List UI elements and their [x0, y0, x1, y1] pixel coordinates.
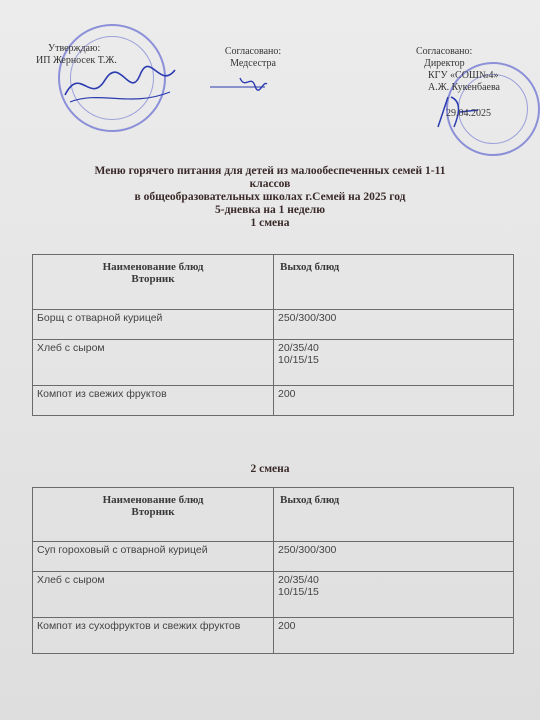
header-day-label: Вторник: [131, 273, 175, 285]
header-dish-label: Наименование блюд: [102, 494, 204, 506]
signature-nurse: [205, 72, 285, 94]
approver-name: ИП Жерносек Т.Ж.: [36, 55, 117, 66]
director-org: КГУ «СОШ№4»: [428, 70, 499, 81]
dish-name: Компот из свежих фруктов: [33, 386, 274, 416]
dish-yield: 250/300/300: [274, 310, 514, 340]
dish-yield: 20/35/40 10/15/15: [274, 340, 514, 386]
menu-title: [30, 165, 510, 230]
dish-name: Хлеб с сыром: [33, 340, 274, 386]
signature-approver: [60, 60, 180, 110]
title-line-3: в общеобразовательных школах г.Семей на 2025 год: [134, 191, 406, 203]
director-name: А.Ж. Кукенбаева: [428, 82, 500, 93]
dish-name: Компот из сухофруктов и свежих фруктов: [33, 618, 274, 654]
approval-block-nurse: [218, 46, 288, 70]
dish-name: Борщ с отварной курицей: [33, 310, 274, 340]
dish-yield: 250/300/300: [274, 542, 514, 572]
header-day-label: Вторник: [131, 506, 175, 518]
director-role: Директор: [424, 58, 465, 69]
dish-yield: 20/35/40 10/15/15: [274, 572, 514, 618]
agreed-label: Согласовано:: [224, 46, 282, 57]
dish-yield: 200: [274, 618, 514, 654]
approval-block-left: [36, 43, 117, 67]
table-row: [33, 572, 514, 618]
table-row: [33, 386, 514, 416]
shift-2-label: 2 смена: [250, 463, 290, 475]
table-row: [33, 340, 514, 386]
menu-table-shift-2: [32, 487, 514, 654]
dish-name: Хлеб с сыром: [33, 572, 274, 618]
table-row: [33, 618, 514, 654]
dish-name: Суп гороховый с отварной курицей: [33, 542, 274, 572]
dish-yield: 200: [274, 386, 514, 416]
title-line-2: классов: [249, 178, 291, 190]
header-dish-label: Наименование блюд: [102, 261, 204, 273]
column-header-dish: [33, 488, 274, 542]
title-line-1: Меню горячего питания для детей из малообеспеченных семей 1-11: [94, 165, 446, 177]
title-line-4: 5-дневка на 1 неделю: [214, 204, 326, 216]
menu-table-shift-1: [32, 254, 514, 416]
shift-1-label: 1 смена: [250, 217, 290, 229]
approval-block-director: [416, 46, 500, 120]
approval-label: Утверждаю:: [48, 43, 101, 54]
nurse-role: Медсестра: [230, 58, 276, 69]
agreed-label: Согласовано:: [416, 46, 473, 57]
column-header-dish: [33, 255, 274, 310]
approval-date: 29.04.2025: [446, 108, 491, 119]
table-row: [33, 542, 514, 572]
column-header-yield: Выход блюд: [274, 488, 514, 542]
table-row: [33, 310, 514, 340]
column-header-yield: Выход блюд: [274, 255, 514, 310]
